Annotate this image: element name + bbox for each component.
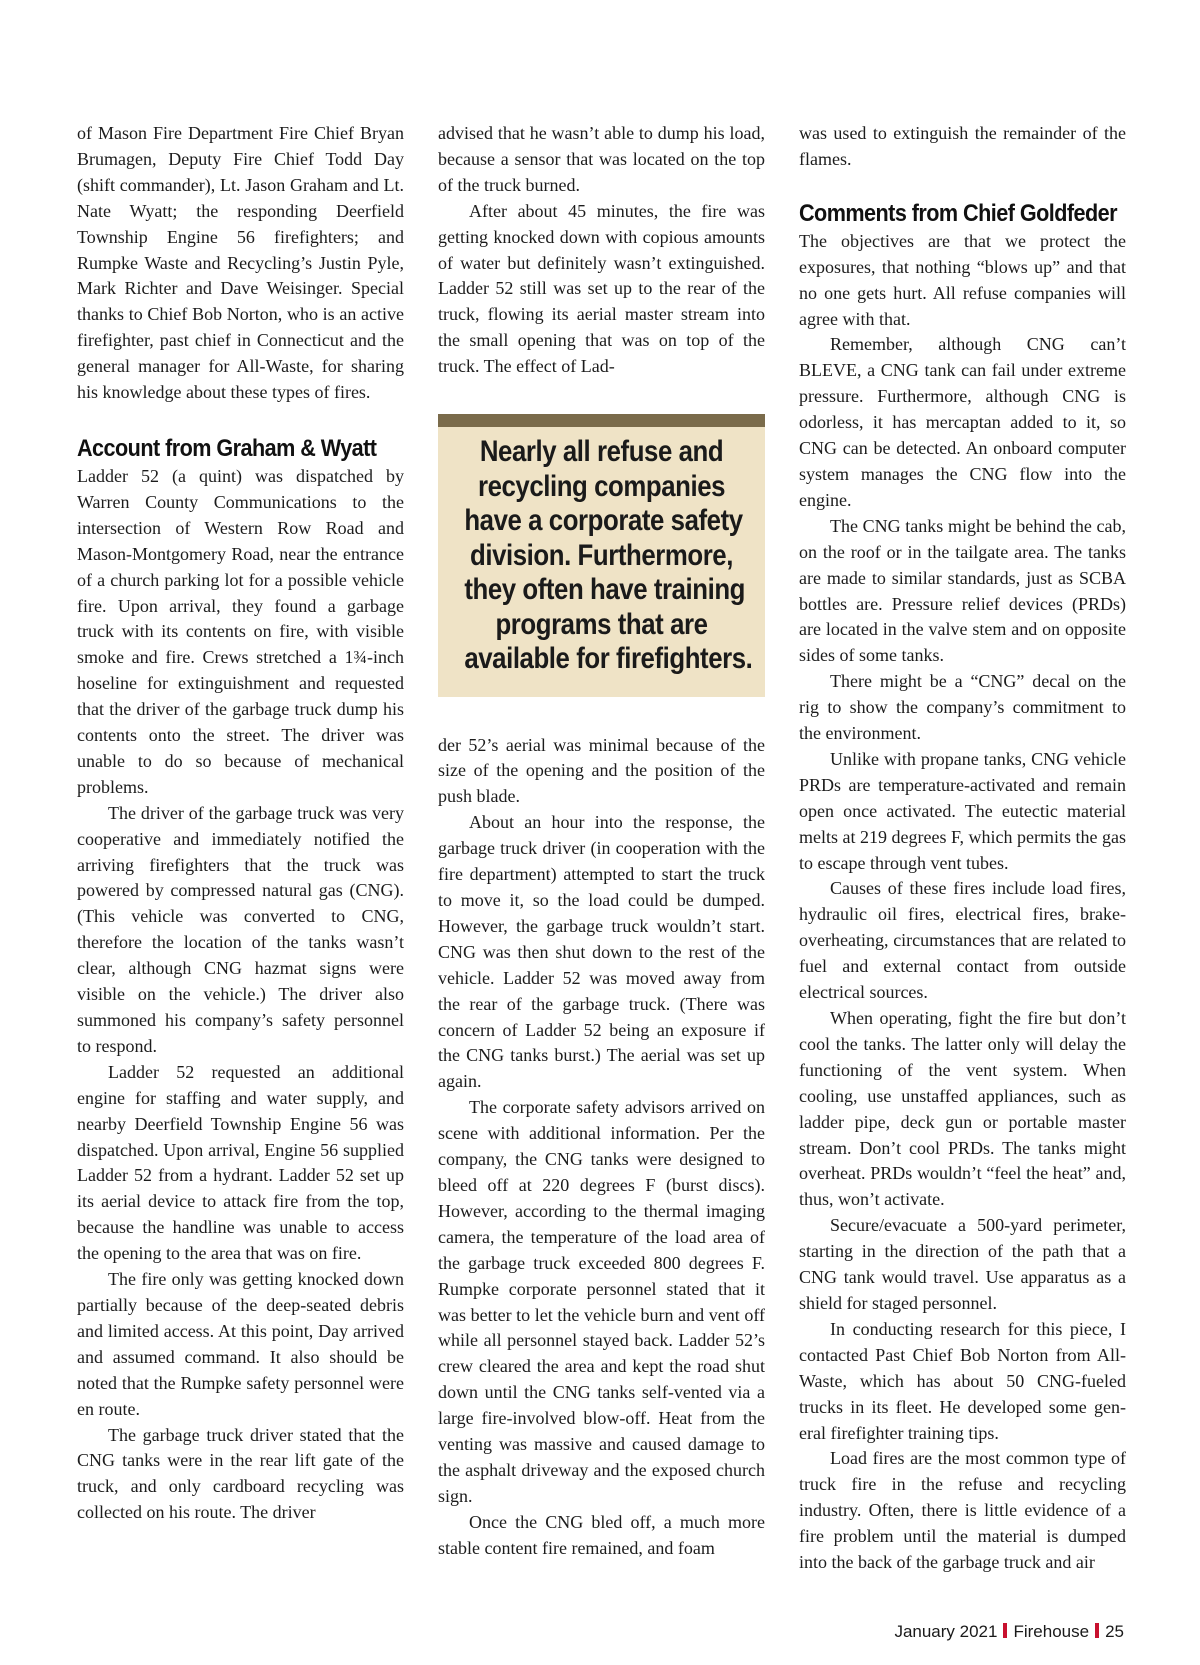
page-number: 25 xyxy=(1105,1622,1124,1641)
divider-bar xyxy=(1003,1623,1007,1638)
divider-bar xyxy=(1095,1623,1099,1638)
body-paragraph: The corporate safety advisors arrived on scene with additional information. Per the company, the CNG tanks were designed to bleed off at 220 degrees F (burst discs). However, according to the thermal imaging camera, the temperature of the load area of the garbage truck exceeded 800 degrees F. Rumpke corporate personnel stated that it was better to let the vehicle burn and vent off while all personnel stayed back. Ladder 52’s crew cleared the area and kept the road shut down until the CNG tanks self-vented via a large fire-involved blow-off. Heat from the venting was massive and caused damage to the asphalt driveway and the exposed church sign. xyxy=(438,1097,765,1506)
body-paragraph: Load fires are the most common type of truck fire in the refuse and recycling industry. Often, there is little evidence of a fire problem until the material is dumped into the back of the garbage truck and air xyxy=(799,1448,1126,1573)
pull-quote xyxy=(438,414,765,697)
body-paragraph: Secure/evacuate a 500-yard perimeter, starting in the direction of the path that a CNG tank would travel. Use apparatus as a shield for staged personnel. xyxy=(799,1215,1126,1313)
body-paragraph: Ladder 52 requested an additional engine for staffing and water supply, and nearby Deerfield Township Engine 56 was dispatched. Upon arrival, Engine 56 supplied Ladder 52 from a hydrant. Ladder 52 set up its aerial device to attack fire from the top, because the handline was unable to access the opening to the area that was on fire. xyxy=(77,1061,404,1264)
body-paragraph: der 52’s aerial was minimal because of the size of the opening and the position of the push blade. xyxy=(438,734,765,807)
pull-quote-line: have a corporate safety xyxy=(464,504,743,538)
body-paragraph: When operating, fight the fire but don’t cool the tanks. The latter only will delay the functioning of the vent system. When cooling, use unstaffed appliances, such as ladder pipe, deck gun or portable master stream. Don’t cool PRDs. The tanks might overheat. PRDs wouldn’t “feel the heat” and, thus, won’t activate. xyxy=(799,1008,1126,1210)
pull-quote-line: division. Furthermore, xyxy=(470,538,733,572)
pull-quote-line: they often have training xyxy=(464,573,746,607)
body-paragraph: Once the CNG bled off, a much more stable content fire remained, and foam xyxy=(438,1511,765,1558)
body-paragraph: The driver of the garbage truck was very cooperative and immediately notified the arriving firefighters that the truck was powered by compressed natural gas (CNG). (This vehicle was converted to CNG, therefore the location of the tanks wasn’t clear, although CNG hazmat signs were visible on the vehicle.) The driver also summoned his company’s safety personnel to respond. xyxy=(77,802,404,1056)
body-paragraph: Causes of these fires include load fires, hydraulic oil fires, electrical fires, brake-overheating, circumstances that are related to fuel and external contact from outside electrical sources. xyxy=(799,878,1126,1003)
page-folio xyxy=(894,1622,1124,1642)
magazine-name: Firehouse xyxy=(1013,1622,1090,1641)
body-paragraph: The CNG tanks might be behind the cab, on the roof or in the tailgate area. The tanks are made to similar standards, just as SCBA bottles are. Pressure relief devices (PRDs) are located in the valve stem and on opposite sides of some tanks. xyxy=(799,515,1126,666)
section-heading-comments: Comments from Chief Goldfeder xyxy=(799,199,1117,227)
section-heading-account: Account from Graham & Wyatt xyxy=(77,434,377,462)
body-paragraph: In conducting research for this piece, I contacted Past Chief Bob Norton from All-Waste, which has about 50 CNG-fueled trucks in its fleet. He developed some general firefighter training tips. xyxy=(799,1318,1126,1443)
pull-quote-line: available for firefighters. xyxy=(464,642,753,676)
body-paragraph: was used to extinguish the remainder of the flames. xyxy=(799,123,1126,169)
pull-quote-line: Nearly all refuse and xyxy=(479,435,724,469)
column-2 xyxy=(438,121,765,1562)
body-paragraph: After about 45 minutes, the fire was getting knocked down with copious amounts of water but definitely wasn’t extinguished. Ladder 52 still was set up to the rear of the truck, flowing its aerial master stream into the small opening that was on top of the truck. The effect of Lad- xyxy=(438,200,765,377)
body-paragraph: Unlike with propane tanks, CNG vehicle PRDs are temperature-activated and remain open once activated. The eutectic material melts at 219 degrees F, which permits the gas to escape through vent tubes. xyxy=(799,748,1126,873)
body-paragraph: Remember, although CNG can’t BLEVE, a CNG tank can fail under extreme pressure. Furthermore, although CNG is odorless, it has mercaptan added to it, so CNG can be detected. An onboard computer system manages the CNG flow into the engine. xyxy=(799,334,1126,510)
body-paragraph: About an hour into the response, the garbage truck driver (in cooperation with the fire department) attempted to start the truck to move it, so the load could be dumped. However, the garbage truck wouldn’t start. CNG was then shut down to the rest of the vehicle. Ladder 52 was moved away from the rear of the garbage truck. (There was concern of Ladder 52 being an exposure if the CNG tanks burst.) The aerial was set up again. xyxy=(438,812,765,1092)
column-1 xyxy=(77,121,404,1526)
pull-quote-line: programs that are xyxy=(495,607,708,641)
column-3 xyxy=(799,121,1126,1576)
body-paragraph: The garbage truck driver stated that the CNG tanks were in the rear lift gate of the truck, and only cardboard recycling was collected on his route. The driver xyxy=(77,1424,404,1523)
body-paragraph: The objectives are that we protect the exposures, that nothing “blows up” and that no one gets hurt. All refuse companies will agree with that. xyxy=(799,230,1126,329)
body-paragraph: There might be a “CNG” decal on the rig to show the company’s commitment to the environment. xyxy=(799,671,1126,744)
body-paragraph: of Mason Fire Department Fire Chief Bryan Brumagen, Deputy Fire Chief Todd Day (shift commander), Lt. Jason Graham and Lt. Nate Wyatt; the responding Deerfield Township Engine 56 firefighters; and Rumpke Waste and Recycling’s Justin Pyle, Mark Richter and Dave Weisinger. Special thanks to Chief Bob Norton, who is an active firefighter, past chief in Connecticut and the general manager for All-Waste, for sharing his knowledge about these types of fires. xyxy=(77,123,404,403)
body-paragraph: Ladder 52 (a quint) was dispatched by Warren County Communications to the intersection of Western Row Road and Mason-Montgomery Road, near the entrance of a church parking lot for a possible vehicle fire. Upon arrival, they found a garbage truck with its contents on fire, with visible smoke and fire. Crews stretched a 1¾-inch hoseline for extinguishment and requested that the driver of the garbage truck dump his contents onto the street. The driver was unable to do so because of mechanical problems. xyxy=(77,465,404,797)
pull-quote-line: recycling companies xyxy=(477,469,726,503)
issue-date: January 2021 xyxy=(894,1622,998,1641)
body-paragraph: advised that he wasn’t able to dump his load, because a sensor that was located on the top of the truck burned. xyxy=(438,123,765,195)
body-paragraph: The fire only was getting knocked down partially because of the deep-seated debris and limited access. At this point, Day arrived and assumed command. It also should be noted that the Rumpke safety personnel were en route. xyxy=(77,1269,404,1419)
